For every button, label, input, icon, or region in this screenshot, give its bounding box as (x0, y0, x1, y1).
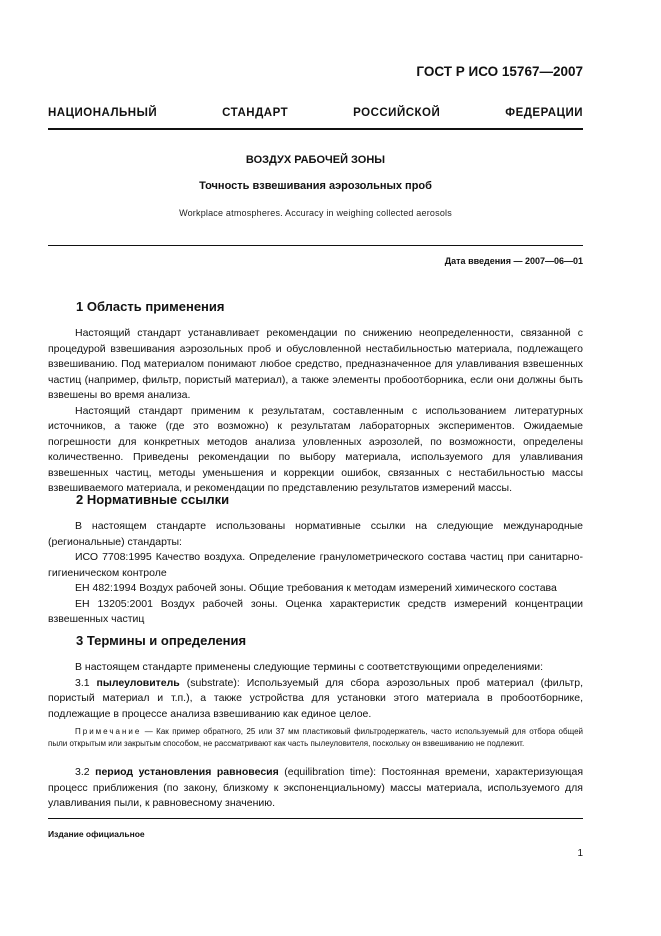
section-2-body (48, 519, 583, 628)
term-3-1-number: 3.1 (75, 676, 90, 689)
section-3-intro: В настоящем стандарте применены следующие термины с соответствующими определениями: (75, 661, 544, 673)
reference-en-482: ЕН 482:1994 Воздух рабочей зоны. Общие требования к методам измерений химического состава (75, 582, 557, 594)
standard-title: ВОЗДУХ РАБОЧЕЙ ЗОНЫ (245, 154, 386, 166)
title-divider (48, 245, 583, 246)
term-3-2-name: период установления равновесия (95, 766, 279, 778)
note-label: Примечание (75, 727, 142, 736)
reference-iso-7708: ИСО 7708:1995 Качество воздуха. Определение гранулометрического состава частиц при санитарно-гигиеническом контроле (48, 551, 583, 579)
note-text: — Как пример обратного, 25 или 37 мм пластиковый фильтродержатель, часто используемый для отбора общей пыли открытым или закрытым способом, не рассматривают как часть пылеуловителя, поскольку он взвешиванию не подлежит. (48, 727, 583, 748)
term-3-2-definition: (equilibration time): Постоянная времени, характеризующая процесс приближения (по закону, близкому к экспоненциальному) массы материала, используемого для улавливания пыли, к равновесному значению. (48, 766, 584, 809)
section-1-body (48, 326, 583, 497)
top-divider (48, 128, 583, 130)
section-2-heading: 2 Нормативные ссылки (76, 492, 230, 507)
note-block (48, 726, 583, 750)
section-1-paragraph-2: Настоящий стандарт применим к результатам, составленным с использованием литературных источников, а также (где это возможно) к результатам лабораторных экспериментов. Ожидаемые погрешности для конкретных методов анализа уловленных аэрозолей, по возможности, определены количественно. Приведены рекомендации по выбору материала, используемого для улавливания взвешенных частиц, методы уменьшения и коррекции ошибок, связанных с нестабильностью массы взвешиваемого материала, и рекомендации по представлению результатов измерений массы. (48, 404, 583, 494)
document-code: ГОСТ Р ИСО 15767—2007 (416, 64, 583, 79)
section-2-intro: В настоящем стандарте использованы нормативные ссылки на следующие международные (региональные) стандарты: (48, 520, 583, 548)
reference-en-13205: ЕН 13205:2001 Воздух рабочей зоны. Оценка характеристик средств измерений концентрации взвешенных частиц (48, 597, 583, 625)
national-standard-title: НАЦИОНАЛЬНЫЙ СТАНДАРТ РОССИЙСКОЙ ФЕДЕРАЦИИ (48, 107, 583, 119)
standard-subtitle: Точность взвешивания аэрозольных проб (199, 180, 432, 192)
term-3-2 (48, 765, 583, 812)
term-3-1 (48, 676, 583, 723)
term-3-1-definition: (substrate): Используемый для сбора аэрозольных проб материал (фильтр, пористый материал и т.п.), а также устройства для установки этого материала в пробоотборнике, подлежащие в процессе анализа взвешиванию как единое целое. (48, 676, 584, 720)
introduction-date: Дата введения — 2007—06—01 (444, 256, 583, 266)
footer-divider (48, 818, 583, 819)
section-3-body (48, 660, 583, 722)
note-paragraph (48, 726, 583, 750)
section-1-heading: 1 Область применения (76, 299, 225, 314)
term-3-1-name: пылеуловитель (96, 676, 180, 689)
english-title: Workplace atmospheres. Accuracy in weighing collected aerosols (179, 208, 452, 218)
section-1-paragraph-1: Настоящий стандарт устанавливает рекомендации по снижению неопределенности, связанной с процедурой взвешивания аэрозольных проб и обусловленной нестабильностью материала, подлежащего взвешиванию. Под материалом понимают любое средство, предназначенное для улавливания взвешенных частиц (например, фильтр, пористый материал), а также элементы пробоотборника, если они должны быть взвешены во время анализа. (48, 327, 583, 401)
term-3-2-number: 3.2 (75, 766, 90, 778)
section-3-body-continued (48, 765, 583, 812)
section-3-heading: 3 Термины и определения (76, 633, 247, 648)
official-edition-label: Издание официальное (48, 829, 145, 839)
page-number: 1 (577, 848, 583, 859)
